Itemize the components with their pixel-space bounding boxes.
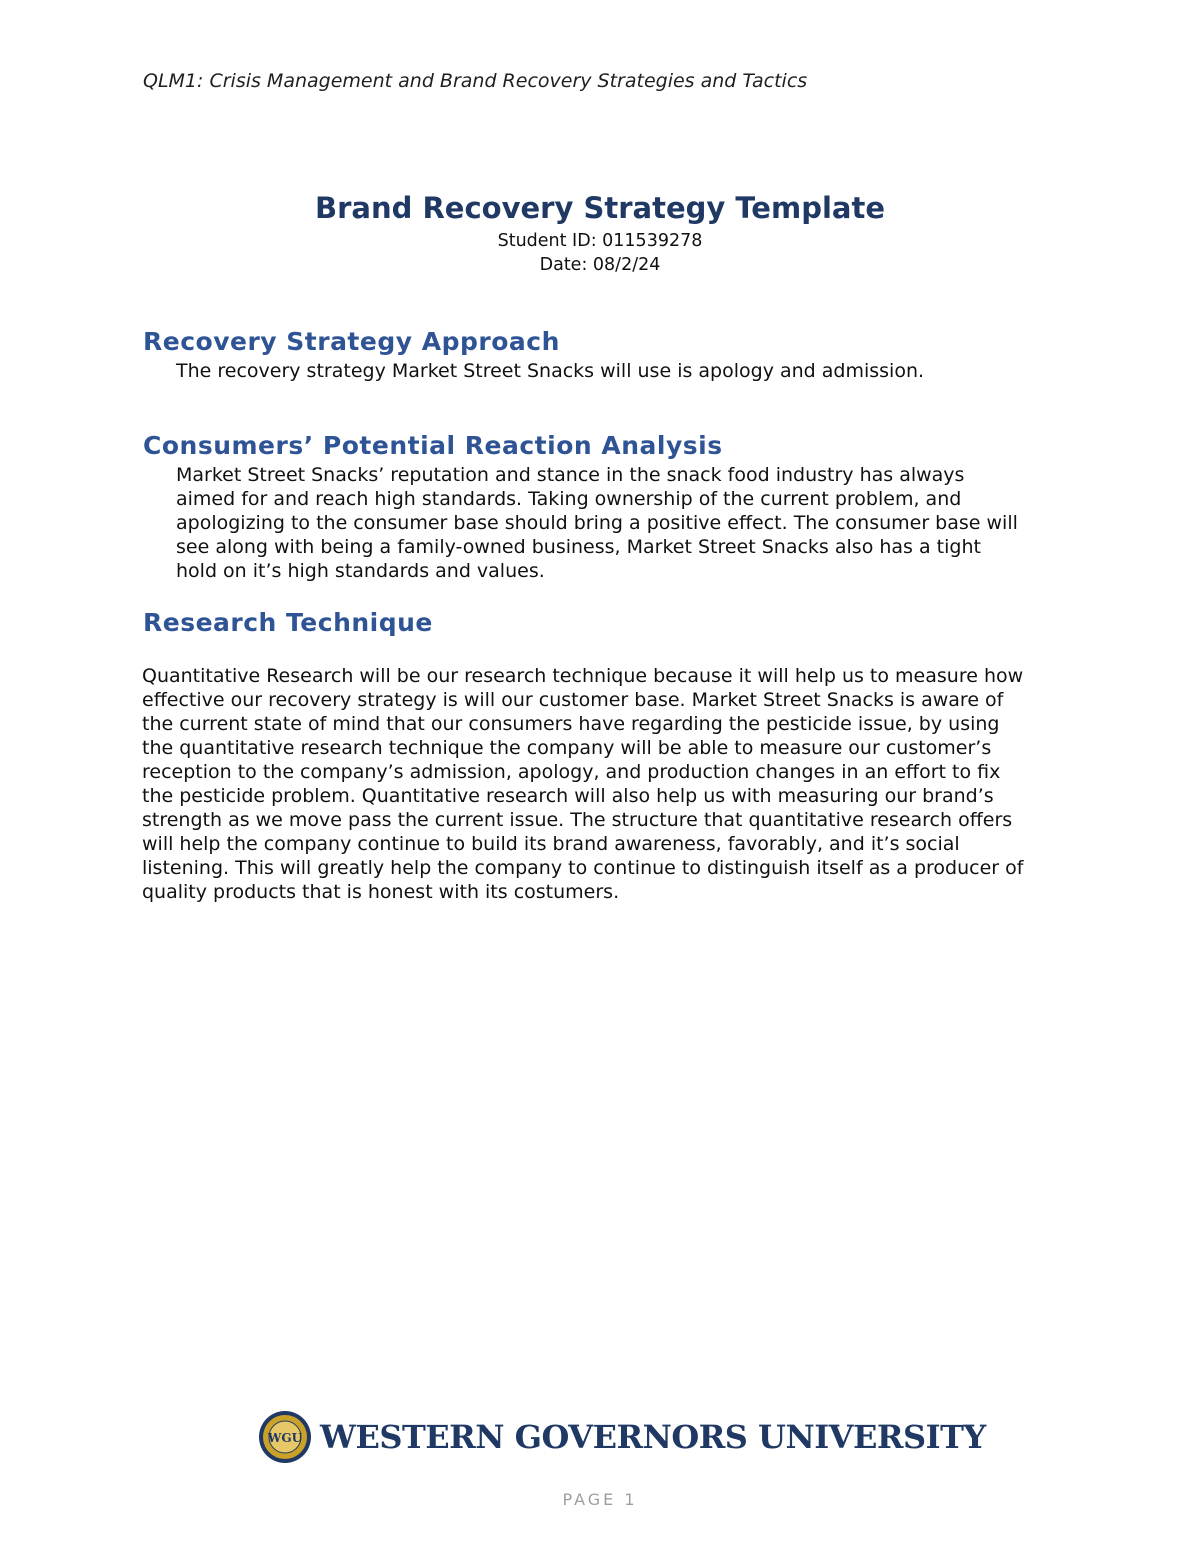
university-seal-icon <box>258 1410 312 1464</box>
section-heading-research-technique: Research Technique <box>143 608 433 637</box>
section-body-consumer-reaction: Market Street Snacks’ reputation and stance in the snack food industry has always aimed for and reach high standards. Taking ownership of the current problem, and apologizing to the consumer base should bring a positive effect. The consumer base will see along with being a family-owned business, Market Street Snacks also has a tight hold on it’s high standards and values. <box>176 464 1018 582</box>
wgu-logo <box>258 1410 986 1464</box>
student-id: Student ID: 011539278 <box>497 231 703 251</box>
university-name: WESTERN GOVERNORS UNIVERSITY <box>320 1418 986 1456</box>
section-body-recovery-strategy: The recovery strategy Market Street Snacks will use is apology and admission. <box>176 360 925 382</box>
page-number: PAGE 1 <box>562 1490 638 1509</box>
seal-text: WGU <box>267 1431 303 1445</box>
section-body-research-technique: Quantitative Research will be our research technique because it will help us to measure how effective our recovery strategy is will our customer base. Market Street Snacks is aware of the current state of mind that our consumers have regarding the pesticide issue, by using the quantitative research technique the company will be able to measure our customer’s reception to the company’s admission, apology, and production changes in an effort to fix the pesticide problem. Quantitative research will also help us with measuring our brand’s strength as we move pass the current issue. The structure that quantitative research offers will help the company continue to build its brand awareness, favorably, and it’s social listening. This will greatly help the company to continue to distinguish itself as a producer of quality products that is honest with its costumers. <box>142 665 1024 903</box>
section-heading-recovery-strategy: Recovery Strategy Approach <box>143 327 560 356</box>
running-header: QLM1: Crisis Management and Brand Recovery Strategies and Tactics <box>143 70 808 92</box>
document-date: Date: 08/2/24 <box>539 255 661 275</box>
document-title: Brand Recovery Strategy Template <box>315 191 885 225</box>
section-heading-consumer-reaction: Consumers’ Potential Reaction Analysis <box>143 431 723 460</box>
